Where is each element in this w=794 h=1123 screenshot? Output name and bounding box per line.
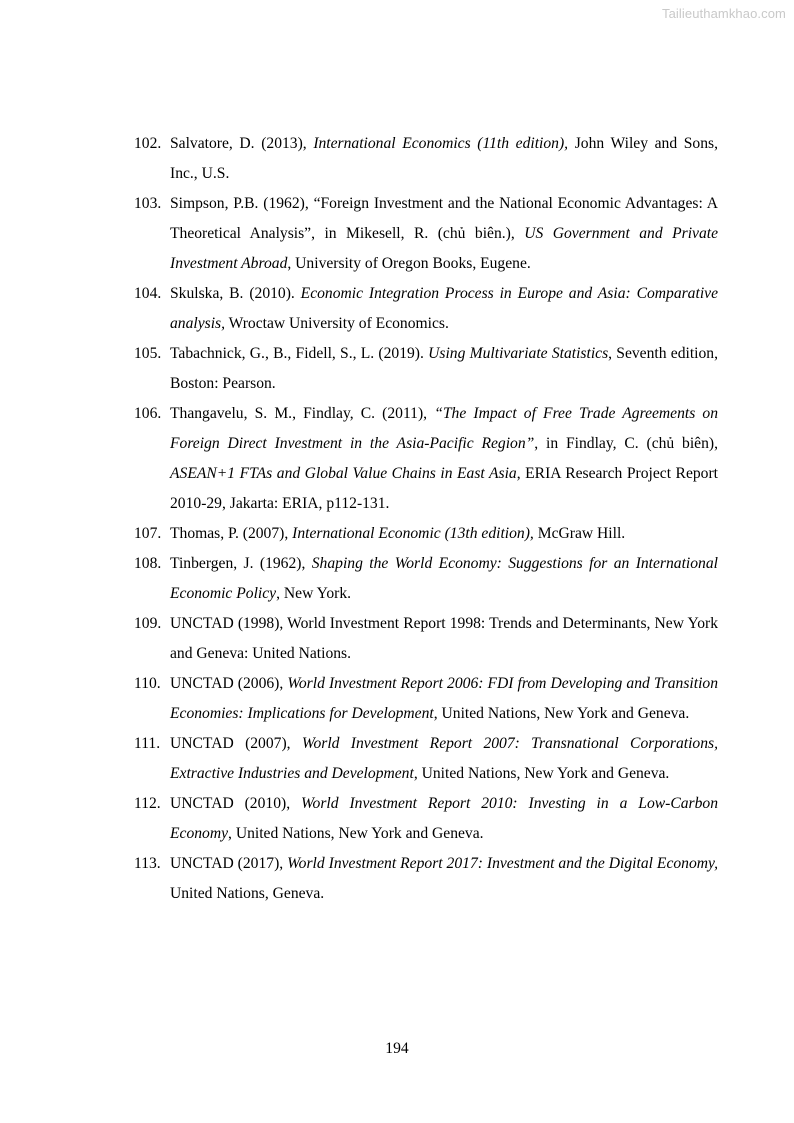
reference-number: 107. <box>134 525 162 542</box>
reference-number: 106. <box>134 405 162 422</box>
reference-text: , ERIA Research Project Report 2010-29, Jakarta: ERIA, p112-131. <box>170 465 718 512</box>
reference-number: 103. <box>134 195 162 212</box>
reference-text: UNCTAD (2006), <box>170 675 288 692</box>
reference-text: UNCTAD (2007), <box>170 735 302 752</box>
reference-number: 102. <box>134 135 162 152</box>
reference-item <box>134 399 718 519</box>
reference-text: UNCTAD (1998), World Investment Report 1998: Trends and Determinants, New York and Geneva: United Nations. <box>170 615 718 662</box>
reference-text: McGraw Hill. <box>533 525 626 542</box>
reference-title-italic: International Economic (13th edition), <box>292 525 534 542</box>
reference-title-italic: Economic Integration Process in Europe and Asia: Comparative analysis, <box>170 285 718 332</box>
reference-text: Tabachnick, G., B., Fidell, S., L. (2019). <box>170 345 429 362</box>
reference-item <box>134 339 718 399</box>
reference-item <box>134 849 718 909</box>
reference-title-italic: World Investment Report 2007: Transnational Corporations, Extractive Industries and Development <box>170 735 718 782</box>
reference-number: 110. <box>134 675 161 692</box>
reference-text: Thomas, P. (2007), <box>170 525 293 542</box>
reference-title-italic: “The Impact of Free Trade Agreements on Foreign Direct Investment in the Asia-Pacific Region” <box>170 405 718 452</box>
reference-item <box>134 729 718 789</box>
reference-text: UNCTAD (2010), <box>170 795 301 812</box>
reference-item <box>134 129 718 189</box>
reference-title-italic: Using Multivariate Statistics <box>428 345 609 362</box>
reference-number: 109. <box>134 615 162 632</box>
reference-text: , University of Oregon Books, Eugene. <box>287 255 531 272</box>
reference-text: Tinbergen, J. (1962), <box>170 555 312 572</box>
reference-number: 104. <box>134 285 162 302</box>
reference-text: UNCTAD (2017), <box>170 855 288 872</box>
reference-item <box>134 789 718 849</box>
reference-item <box>134 519 718 549</box>
reference-number: 113. <box>134 855 161 872</box>
reference-list <box>134 129 718 909</box>
reference-title-italic: World Investment Report 2010: Investing in a Low-Carbon Economy <box>170 795 719 842</box>
reference-item <box>134 189 718 279</box>
reference-title-italic: US Government and Private Investment Abroad <box>170 225 719 272</box>
reference-text: Thangavelu, S. M., Findlay, C. (2011), <box>170 405 435 422</box>
reference-text: , United Nations, New York and Geneva. <box>413 765 670 782</box>
reference-text: , in Findlay, C. (chủ biên), <box>534 435 718 452</box>
reference-text: Salvatore, D. (2013), <box>170 135 314 152</box>
reference-number: 108. <box>134 555 162 572</box>
reference-text: Skulska, B. (2010). <box>170 285 301 302</box>
page-number: 194 <box>385 1040 409 1057</box>
reference-text: Simpson, P.B. (1962), “Foreign Investment and the National Economic Advantages: A Theoretical Analysis”, in Mikesell, R. (chủ biên.), <box>170 195 718 242</box>
reference-text: , United Nations, New York and Geneva. <box>433 705 690 722</box>
reference-number: 111. <box>134 735 161 752</box>
reference-title-italic: International Economics (11th edition), <box>313 135 569 152</box>
watermark: Tailieuthamkhao.com <box>661 6 786 21</box>
reference-item <box>134 549 718 609</box>
reference-item <box>134 609 718 669</box>
reference-number: 112. <box>134 795 161 812</box>
reference-text: , New York. <box>276 585 352 602</box>
reference-text: John Wiley and Sons, Inc., U.S. <box>170 135 718 182</box>
reference-text: , Seventh edition, Boston: Pearson. <box>170 345 718 392</box>
reference-number: 105. <box>134 345 162 362</box>
reference-title-italic: Shaping the World Economy: Suggestions for an International Economic Policy <box>170 555 718 602</box>
reference-item <box>134 279 718 339</box>
reference-title-italic: World Investment Report 2006: FDI from Developing and Transition Economies: Implications for Development <box>170 675 718 722</box>
reference-item <box>134 669 718 729</box>
reference-title-italic: ASEAN+1 FTAs and Global Value Chains in East Asia <box>170 465 517 482</box>
reference-text: Wroctaw University of Economics. <box>225 315 449 332</box>
reference-text: , United Nations, New York and Geneva. <box>228 825 484 842</box>
reference-text: United Nations, Geneva. <box>170 885 325 902</box>
reference-title-italic: World Investment Report 2017: Investment and the Digital Economy, <box>287 855 718 872</box>
